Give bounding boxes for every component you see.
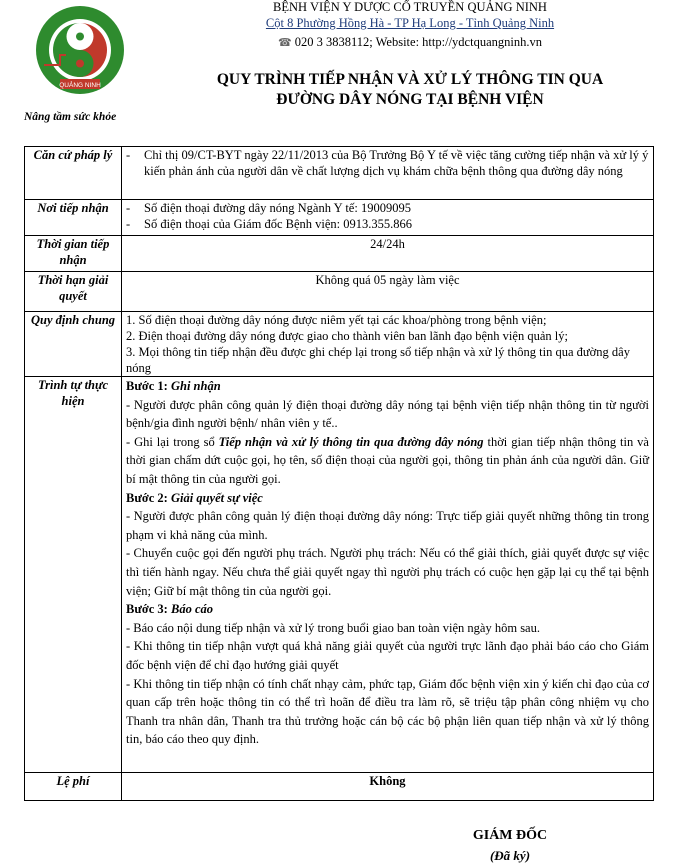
step3-item: - Báo cáo nội dung tiếp nhận và xử lý trong buổi giao ban toàn viện ngày hôm sau. [126, 620, 540, 635]
step1-item: - Người được phân công quản lý điện thoại đường dây nóng tại bệnh viện tiếp nhận thông tin từ người bệnh/gia đình người bệnh/ nhân viên y tế.. [126, 397, 649, 431]
table-row [25, 147, 654, 200]
table-row [25, 312, 654, 377]
step3-item: - Khi thông tin tiếp nhận vượt quá khả năng giải quyết của người trực lãnh đạo phải báo cáo cho Giám đốc bệnh viện để chỉ đạo hướng giải quyết [126, 639, 649, 672]
document-header [0, 0, 681, 140]
procedure-cell [122, 377, 654, 773]
procedure-table [24, 146, 654, 801]
table-row [25, 272, 654, 312]
step1-item: - Ghi lại trong sổ Tiếp nhận và xử lý thông tin qua đường dây nóng thời gian tiếp nhận thông tin và thời gian chấm dứt cuộc gọi, họ tên, số điện thoại của người gọi, thông tin phản ánh của người dân. Giữ bí mật thông tin của người gọi. [126, 434, 649, 486]
hospital-name: BỆNH VIỆN Y DƯỢC CỔ TRUYỀN QUẢNG NINH [273, 0, 547, 14]
row-label-general-rules: Quy định chung [25, 312, 122, 377]
row-label-fee: Lệ phí [25, 773, 122, 801]
step3-item: - Khi thông tin tiếp nhận có tính chất nhạy cảm, phức tạp, Giám đốc bệnh viện xin ý kiến chỉ đạo của cơ quan cấp trên hoặc thông tin có thể trì hoãn để điều tra làm rõ, sẽ triệu tập phân công nhiệm vụ cho Thanh tra nhân dân, Thanh tra thủ trưởng hoặc cán bộ các bộ phận liên quan tiếp nhận và xử lý thông tin, báo cáo theo quy định. [126, 676, 649, 747]
svg-text:QUẢNG NINH: QUẢNG NINH [59, 82, 101, 89]
general-rules-cell [122, 312, 654, 377]
document-title-line2: ĐƯỜNG DÂY NÓNG TẠI BỆNH VIỆN [276, 91, 544, 108]
table-row [25, 773, 654, 801]
step3-heading: Bước 3: Báo cáo [126, 602, 213, 617]
receive-place-cell: - Số điện thoại đường dây nóng Ngành Y tế: 19009095 - Số điện thoại của Giám đốc Bệnh viện: 0913.355.866 [122, 200, 654, 236]
table-row [25, 377, 654, 773]
hospital-address[interactable]: Cột 8 Phường Hồng Hà - TP Hạ Long - Tỉnh Quảng Ninh [265, 16, 555, 30]
step2-heading: Bước 2: Giải quyết sự việc [126, 490, 263, 505]
hotline-health-sector: Số điện thoại đường dây nóng Ngành Y tế: 19009095 [144, 201, 411, 215]
table-row [25, 236, 654, 272]
receive-time-value: 24/24h [122, 236, 654, 272]
signature-note: (Đã ký) [489, 848, 531, 863]
hospital-slogan: Nâng tầm sức khỏe [24, 111, 117, 123]
phone-icon: ☎ [278, 37, 292, 49]
table-row [25, 200, 654, 236]
row-label-procedure: Trình tự thực hiện [25, 377, 122, 773]
hospital-contact [180, 35, 640, 50]
step2-item: - Chuyển cuộc gọi đến người phụ trách. Người phụ trách: Nếu có thể giải thích, giải quyết được sự việc thì tiến hành ngay. Nếu chưa thể giải quyết ngay thì người phụ trách có cuộc hẹn gặp lại cụ thể tại bệnh viện; Giữ bí mật thông tin của người gọi. [126, 546, 649, 598]
row-label-legal-basis: Căn cứ pháp lý [25, 147, 122, 200]
step2-item: - Người được phân công quản lý điện thoại đường dây nóng: Trực tiếp giải quyết những thông tin trong phạm vi khả năng của mình. [126, 509, 649, 542]
row-label-receive-place: Nơi tiếp nhận [25, 200, 122, 236]
legal-basis-cell: - Chỉ thị 09/CT-BYT ngày 22/11/2013 của Bộ Trưởng Bộ Y tế về việc tăng cường tiếp nhận và xử lý ý kiến phản ánh của người dân về chất lượng dịch vụ khám chữa bệnh thông qua đường dây nóng [122, 147, 654, 200]
fee-value: Không [122, 773, 654, 801]
step1-heading: Bước 1: Ghi nhận [126, 379, 221, 393]
hospital-logo [30, 5, 130, 95]
deadline-value: Không quá 05 ngày làm việc [122, 272, 654, 312]
document-title-line1: QUY TRÌNH TIẾP NHẬN VÀ XỬ LÝ THÔNG TIN QUA [216, 71, 604, 88]
hotline-director: Số điện thoại của Giám đốc Bệnh viện: 0913.355.866 [144, 217, 413, 231]
row-label-receive-time: Thời gian tiếp nhận [25, 236, 122, 272]
row-label-deadline: Thời hạn giải quyết [25, 272, 122, 312]
general-rule-item: 3. Mọi thông tin tiếp nhận đều được ghi chép lại trong sổ tiếp nhận và xử lý thông tin qua đường dây nóng [126, 345, 630, 375]
general-rule-item: 2. Điện thoại đường dây nóng được giao cho thành viên ban lãnh đạo bệnh viện quản lý; [126, 329, 568, 343]
legal-basis-text: Chỉ thị 09/CT-BYT ngày 22/11/2013 của Bộ Trưởng Bộ Y tế về việc tăng cường tiếp nhận và xử lý ý kiến phản ánh của người dân về chất lượng dịch vụ khám chữa bệnh thông qua đường dây nóng [144, 148, 649, 178]
contact-text[interactable]: 020 3 3838112; Website: http://ydctquangninh.vn [294, 35, 542, 49]
general-rule-item: 1. Số điện thoại đường dây nóng được niêm yết tại các khoa/phòng trong bệnh viện; [126, 313, 547, 327]
signature-title: GIÁM ĐỐC [472, 828, 548, 843]
